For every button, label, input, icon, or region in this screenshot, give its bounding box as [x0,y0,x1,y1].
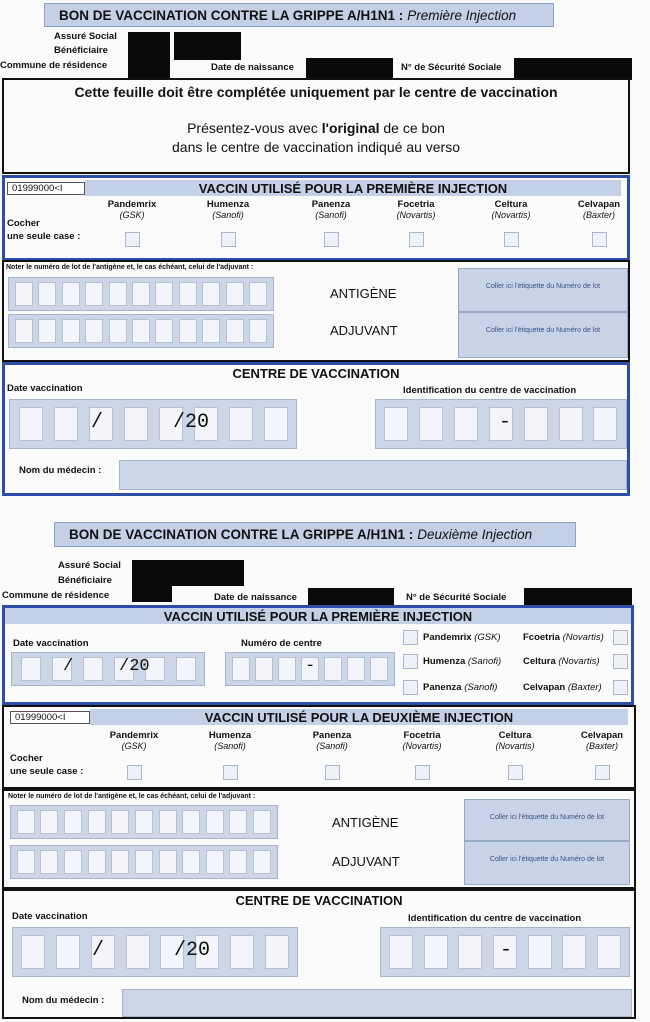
first-date-vaccination-label: Date vaccination [7,383,83,394]
character-cell[interactable] [126,935,150,969]
vaccine-option-company: (Sanofi) [467,656,502,667]
character-cell[interactable] [206,810,224,834]
vaccine-option-name: Humenza [208,730,252,741]
first-injection-vaccine-option [423,632,501,643]
vaccine-checkbox[interactable] [613,680,628,695]
vaccine-checkbox[interactable] [592,232,607,247]
second-antigene-label: ANTIGÈNE [332,815,399,830]
character-cell[interactable] [597,935,621,969]
character-cell[interactable] [38,319,56,343]
vaccine-option-name: Fcoetria [523,632,560,643]
second-assure-social-label: Assuré Social [58,560,121,571]
character-cell[interactable] [179,319,197,343]
character-cell[interactable] [54,407,78,441]
character-cell[interactable] [253,810,271,834]
first-present-b: de ce bon [379,120,445,136]
character-cell[interactable] [249,319,267,343]
first-date-naissance-label: Date de naissance [211,62,294,73]
second-numero-centre-label: Numéro de centre [241,638,322,649]
vaccine-checkbox[interactable] [325,765,340,780]
first-adjuvant-lot-field[interactable] [8,314,274,348]
character-cell[interactable] [202,319,220,343]
first-injection-vaccine-option [523,656,600,667]
character-cell[interactable] [15,319,33,343]
character-cell[interactable] [83,657,103,681]
vaccine-option-company: (Sanofi) [212,210,244,220]
second-first-date-field[interactable] [11,652,205,686]
vaccine-checkbox[interactable] [223,765,238,780]
character-cell[interactable] [370,657,388,681]
vaccine-option-name: Celvapan [523,682,566,693]
vaccine-option-company: (GSK) [119,210,145,220]
first-date-field[interactable] [9,399,297,449]
vaccine-checkbox[interactable] [127,765,142,780]
second-redacted-name-2 [132,586,172,602]
first-date-year: /20 [173,411,210,434]
first-notice-box [2,78,630,174]
character-cell[interactable] [21,657,41,681]
first-date-slash: / [91,411,104,434]
character-cell[interactable] [384,407,408,441]
character-cell[interactable] [255,657,273,681]
second-date-year: /20 [174,939,211,962]
second-adjuvant-sticker-area[interactable]: Coller ici l'étiquette du Numéro de lot [464,841,630,885]
second-cocher-label: Cocher [10,753,43,764]
character-cell[interactable] [559,407,583,441]
character-cell[interactable] [15,282,33,306]
second-vaccine-header [90,709,628,725]
vaccine-checkbox[interactable] [595,765,610,780]
character-cell[interactable] [324,657,342,681]
second-vaccine-section [2,705,636,789]
first-centre-section [2,362,630,496]
first-assure-social-label: Assuré Social [54,31,117,42]
first-lot-note: Noter le numéro de lot de l'antigène et, le cas échéant, celui de l'adjuvant : [6,264,254,271]
second-date-vaccination-label: Date vaccination [12,911,88,922]
character-cell[interactable] [62,319,80,343]
vaccine-checkbox[interactable] [403,680,418,695]
character-cell[interactable] [528,935,552,969]
second-adjuvant-lot-field[interactable] [10,845,278,879]
first-redacted-ssn [514,58,632,80]
first-adjuvant-label: ADJUVANT [330,323,398,338]
vaccine-checkbox[interactable] [403,630,418,645]
first-redacted-name-2 [174,32,241,60]
vaccine-option-name: Panenza [311,199,351,210]
vaccine-option-company: (Baxter) [567,682,602,693]
character-cell[interactable] [206,850,224,874]
second-beneficiaire-label: Bénéficiaire [58,575,112,586]
vaccine-option-name: Humenza [423,656,466,667]
vaccine-option-company: (GSK) [474,632,501,643]
second-num-secu-label: N° de Sécurité Sociale [406,592,507,603]
second-redacted-name-1 [132,560,244,586]
second-centre-dash: - [500,939,513,962]
character-cell[interactable] [265,935,289,969]
first-antigene-label: ANTIGÈNE [330,286,397,301]
vaccine-option-name: Pandemrix [423,632,472,643]
vaccine-option-company: (Novartis) [402,741,442,751]
vaccine-checkbox[interactable] [403,654,418,669]
character-cell[interactable] [155,282,173,306]
second-first-date-slash: / [63,657,74,676]
second-une-seule-case-label: une seule case : [10,766,84,777]
vaccine-option-name: Focetria [397,199,435,210]
first-adjuvant-sticker-area[interactable]: Coller ici l'étiquette du Numéro de lot [458,312,628,358]
vaccine-option-company: (Sanofi) [316,741,348,751]
vaccine-checkbox[interactable] [409,232,424,247]
character-cell[interactable] [21,935,45,969]
character-cell[interactable] [40,850,58,874]
first-beneficiaire-label: Bénéficiaire [54,45,108,56]
second-date-slash: / [92,939,105,962]
character-cell[interactable] [85,282,103,306]
character-cell[interactable] [253,850,271,874]
first-voucher-title [44,3,554,27]
second-redacted-ssn [524,588,632,605]
first-commune-label: Commune de résidence [0,60,108,71]
vaccine-option-company: (Novartis) [396,210,436,220]
first-present-a: Présentez-vous avec [187,120,322,136]
vaccine-checkbox[interactable] [415,765,430,780]
character-cell[interactable] [264,407,288,441]
second-date-field[interactable] [12,927,298,977]
vaccine-option-name: Celvapan [580,730,624,741]
first-title-injection: Première Injection [407,7,517,23]
vaccine-option-company: (Novartis) [558,656,600,667]
first-centre-header [5,365,627,381]
second-nom-medecin-label: Nom du médecin : [22,995,105,1006]
vaccine-option-name: Celtura [494,199,528,210]
character-cell[interactable] [38,282,56,306]
vaccine-checkbox[interactable] [613,654,628,669]
character-cell[interactable] [454,407,478,441]
character-cell[interactable] [132,282,150,306]
character-cell[interactable] [458,935,482,969]
vaccine-option-company: (Sanofi) [214,741,246,751]
character-cell[interactable] [524,407,548,441]
vaccine-checkbox[interactable] [508,765,523,780]
character-cell[interactable] [419,407,443,441]
character-cell[interactable] [17,850,35,874]
first-redacted-name-1 [128,32,170,78]
vaccine-option-name: Celtura [523,656,556,667]
first-injection-vaccine-option [423,682,497,693]
second-antigene-sticker-area[interactable]: Coller ici l'étiquette du Numéro de lot [464,799,630,841]
character-cell[interactable] [182,810,200,834]
character-cell[interactable] [111,810,129,834]
character-cell[interactable] [176,657,196,681]
vaccine-option-company: (Novartis) [562,632,604,643]
character-cell[interactable] [202,282,220,306]
character-cell[interactable] [249,282,267,306]
second-lot-section [2,789,636,889]
character-cell[interactable] [40,810,58,834]
first-antigene-sticker-area[interactable]: Coller ici l'étiquette du Numéro de lot [458,268,628,312]
first-lot-section [2,260,630,362]
vaccine-checkbox[interactable] [504,232,519,247]
character-cell[interactable] [159,850,177,874]
first-cocher-label: Cocher [7,218,40,229]
first-centre-dash: - [499,411,512,434]
second-first-header [5,608,631,624]
vaccine-option-name: Celvapan [577,199,621,210]
first-identification-label: Identification du centre de vaccination [403,385,577,396]
first-injection-vaccine-option [423,656,501,667]
vaccine-checkbox[interactable] [125,232,140,247]
character-cell[interactable] [229,810,247,834]
second-centre-header-text: CENTRE DE VACCINATION [235,892,403,908]
vaccine-option-company: (Baxter) [582,210,615,220]
second-vaccine-header-text: VACCIN UTILISÉ POUR LA DEUXIÈME INJECTION [204,709,514,725]
vaccine-option-company: (Sanofi) [464,682,498,693]
first-centre-header-text: CENTRE DE VACCINATION [232,365,400,381]
first-une-seule-case-label: une seule case : [7,231,81,242]
character-cell[interactable] [229,850,247,874]
character-cell[interactable] [132,319,150,343]
vaccine-option-company: (Novartis) [491,210,531,220]
second-title-injection: Deuxième Injection [417,527,533,542]
character-cell[interactable] [19,407,43,441]
character-cell[interactable] [226,282,244,306]
character-cell[interactable] [135,850,153,874]
character-cell[interactable] [85,319,103,343]
first-nom-medecin-label: Nom du médecin : [19,465,102,476]
character-cell[interactable] [278,657,296,681]
second-first-date-year: /20 [119,657,150,676]
second-identification-label: Identification du centre de vaccination [408,913,582,924]
first-title-text: BON DE VACCINATION CONTRE LA GRIPPE A/H1N1 : [59,7,404,23]
first-injection-vaccine-option [523,682,602,693]
second-first-centre-dash: - [305,657,316,676]
character-cell[interactable] [56,935,80,969]
vaccine-option-name: Panenza [423,682,462,693]
first-redacted-dob [306,58,393,78]
second-date-naissance-label: Date de naissance [214,592,297,603]
first-medecin-field[interactable] [119,460,627,490]
vaccine-option-name: Pandemrix [109,730,159,741]
character-cell[interactable] [88,850,106,874]
second-adjuvant-label: ADJUVANT [332,854,400,869]
second-lot-note: Noter le numéro de lot de l'antigène et, le cas échéant, celui de l'adjuvant : [8,793,256,800]
first-present-line-2: dans le centre de vaccination indiqué au verso [172,139,460,155]
vaccine-option-name: Pandemrix [107,199,157,210]
character-cell[interactable] [424,935,448,969]
character-cell[interactable] [62,282,80,306]
vaccine-option-name: Celtura [498,730,532,741]
character-cell[interactable] [347,657,365,681]
character-cell[interactable] [226,319,244,343]
vaccine-option-name: Panenza [312,730,352,741]
first-present-bold: l'original [321,120,380,136]
character-cell[interactable] [64,850,82,874]
character-cell[interactable] [593,407,617,441]
vaccine-option-name: Focetria [403,730,441,741]
character-cell[interactable] [159,810,177,834]
second-commune-label: Commune de résidence [2,590,110,601]
second-first-date-label: Date vaccination [13,638,89,649]
first-vaccine-header [85,180,621,196]
vaccine-checkbox[interactable] [613,630,628,645]
character-cell[interactable] [229,407,253,441]
character-cell[interactable] [182,850,200,874]
vaccine-option-name: Humenza [206,199,250,210]
first-antigene-lot-field[interactable] [8,277,274,311]
first-notice-text: Cette feuille doit être complétée uniquement par le centre de vaccination [74,84,558,100]
first-injection-vaccine-option [523,632,604,643]
character-cell[interactable] [109,319,127,343]
second-first-header-text: VACCIN UTILISÉ POUR LA PREMIÈRE INJECTION [163,608,473,624]
second-centre-section [2,889,636,1019]
character-cell[interactable] [109,282,127,306]
first-vaccine-header-text: VACCIN UTILISÉ POUR LA PREMIÈRE INJECTION [198,180,508,196]
character-cell[interactable] [562,935,586,969]
character-cell[interactable] [64,810,82,834]
character-cell[interactable] [389,935,413,969]
second-redacted-dob [308,588,394,605]
vaccine-option-company: (Sanofi) [315,210,347,220]
second-voucher-title [54,522,576,547]
vaccine-checkbox[interactable] [324,232,339,247]
character-cell[interactable] [230,935,254,969]
character-cell[interactable] [88,810,106,834]
second-title-text: BON DE VACCINATION CONTRE LA GRIPPE A/H1N1 : [69,527,414,542]
first-vaccine-section [2,175,630,261]
second-centre-header [4,891,634,909]
second-barcode-number: 01999000<I [10,711,90,724]
second-medecin-field[interactable] [122,989,632,1017]
character-cell[interactable] [232,657,250,681]
second-first-injection-section [2,605,634,705]
first-num-secu-label: N° de Sécurité Sociale [401,62,502,73]
vaccine-option-company: (Baxter) [585,741,618,751]
vaccine-option-company: (Novartis) [495,741,535,751]
vaccine-checkbox[interactable] [221,232,236,247]
character-cell[interactable] [155,319,173,343]
character-cell[interactable] [111,850,129,874]
character-cell[interactable] [179,282,197,306]
vaccine-option-company: (GSK) [121,741,147,751]
character-cell[interactable] [17,810,35,834]
character-cell[interactable] [135,810,153,834]
first-barcode-number: 01999000<I [7,182,85,195]
second-antigene-lot-field[interactable] [10,805,278,839]
first-present-line [4,120,628,136]
character-cell[interactable] [124,407,148,441]
